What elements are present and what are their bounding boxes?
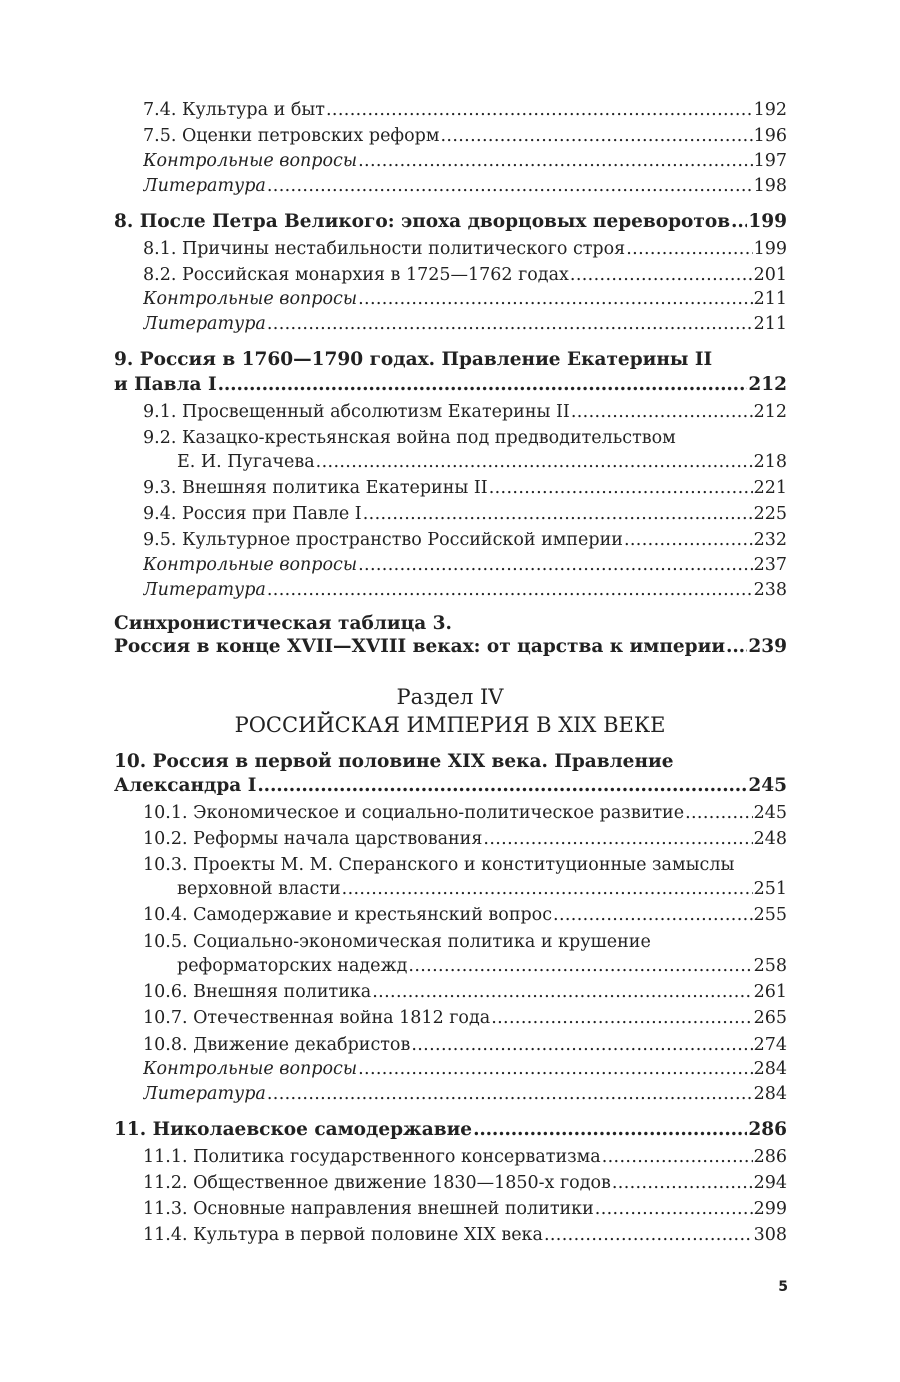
toc-entry[interactable]: 8.1. Причины нестабильности политического строя . . . 199 (143, 239, 787, 259)
toc-entry[interactable]: 8.2. Российская монархия в 1725—1762 годах . . . 201 (143, 265, 787, 285)
toc-chapter-10-line1[interactable]: 10. Россия в первой половине XIX века. Правление (114, 751, 674, 772)
toc-entry-questions[interactable]: Контрольные вопросы . . . 284 (143, 1059, 787, 1079)
toc-entry-line1[interactable]: 9.2. Казацко-крестьянская война под предводительством (143, 428, 676, 448)
toc-entry-questions[interactable]: Контрольные вопросы . . . 197 (143, 151, 787, 171)
toc-entry[interactable]: верховной власти . . . 251 (177, 879, 787, 899)
section-label: Раздел IV (396, 685, 504, 709)
toc-entry[interactable]: 10.1. Экономическое и социально-политическое развитие . . . 245 (143, 803, 787, 823)
toc-chapter-8[interactable]: 8. После Петра Великого: эпоха дворцовых переворотов . . . 199 (114, 211, 787, 232)
toc-entry[interactable]: 10.7. Отечественная война 1812 года . . . 265 (143, 1008, 787, 1028)
toc-entry[interactable]: 9.4. Россия при Павле I . . . 225 (143, 504, 787, 524)
toc-chapter-11[interactable]: 11. Николаевское самодержавие . . . 286 (114, 1119, 787, 1140)
toc-sync-table[interactable]: Россия в конце XVII—XVIII веках: от царства к империи . . . 239 (114, 636, 787, 657)
toc-entry-literature[interactable]: Литература . . . 211 (143, 314, 787, 334)
toc-entry[interactable]: 7.5. Оценки петровских реформ . . . 196 (143, 126, 787, 146)
toc-entry[interactable]: 11.4. Культура в первой половине XIX века . . . 308 (143, 1225, 787, 1245)
toc-entry[interactable]: 10.6. Внешняя политика . . . 261 (143, 982, 787, 1002)
toc-chapter-9-line1[interactable]: 9. Россия в 1760—1790 годах. Правление Екатерины II (114, 349, 713, 370)
toc-chapter-9[interactable]: и Павла I . . . 212 (114, 374, 787, 395)
toc-entry[interactable]: 10.2. Реформы начала царствования . . . 248 (143, 829, 787, 849)
toc-entry[interactable]: Е. И. Пугачева . . . 218 (177, 452, 787, 472)
toc-entry-literature[interactable]: Литература . . . 198 (143, 176, 787, 196)
toc-chapter-10[interactable]: Александра I . . . 245 (114, 775, 787, 796)
toc-entry[interactable]: 7.4. Культура и быт . . . 192 (143, 100, 787, 120)
toc-entry-line1[interactable]: 10.5. Социально-экономическая политика и крушение (143, 932, 651, 952)
toc-entry-literature[interactable]: Литература . . . 238 (143, 580, 787, 600)
toc-sync-table-line1[interactable]: Синхронистическая таблица 3. (114, 613, 452, 634)
toc-entry[interactable]: 11.3. Основные направления внешней политики . . . 299 (143, 1199, 787, 1219)
toc-entry-line1[interactable]: 10.3. Проекты М. М. Сперанского и конституционные замыслы (143, 855, 735, 875)
section-title: РОССИЙСКАЯ ИМПЕРИЯ В XIX ВЕКЕ (234, 713, 666, 737)
toc-entry[interactable]: 11.1. Политика государственного консерватизма . . . 286 (143, 1147, 787, 1167)
toc-entry[interactable]: 9.1. Просвещенный абсолютизм Екатерины II . . . 212 (143, 402, 787, 422)
toc-entry-questions[interactable]: Контрольные вопросы . . . 211 (143, 289, 787, 309)
toc-entry[interactable]: 9.5. Культурное пространство Российской империи . . . 232 (143, 530, 787, 550)
toc-entry[interactable]: 11.2. Общественное движение 1830—1850-х годов . . . 294 (143, 1173, 787, 1193)
page-number: 5 (778, 1279, 788, 1295)
toc-entry-questions[interactable]: Контрольные вопросы . . . 237 (143, 555, 787, 575)
toc-entry[interactable]: 10.8. Движение декабристов . . . 274 (143, 1035, 787, 1055)
toc-entry-literature[interactable]: Литература . . . 284 (143, 1084, 787, 1104)
toc-entry[interactable]: 10.4. Самодержавие и крестьянский вопрос . . . 255 (143, 905, 787, 925)
toc-entry[interactable]: реформаторских надежд . . . 258 (177, 956, 787, 976)
toc-entry[interactable]: 9.3. Внешняя политика Екатерины II . . . 221 (143, 478, 787, 498)
